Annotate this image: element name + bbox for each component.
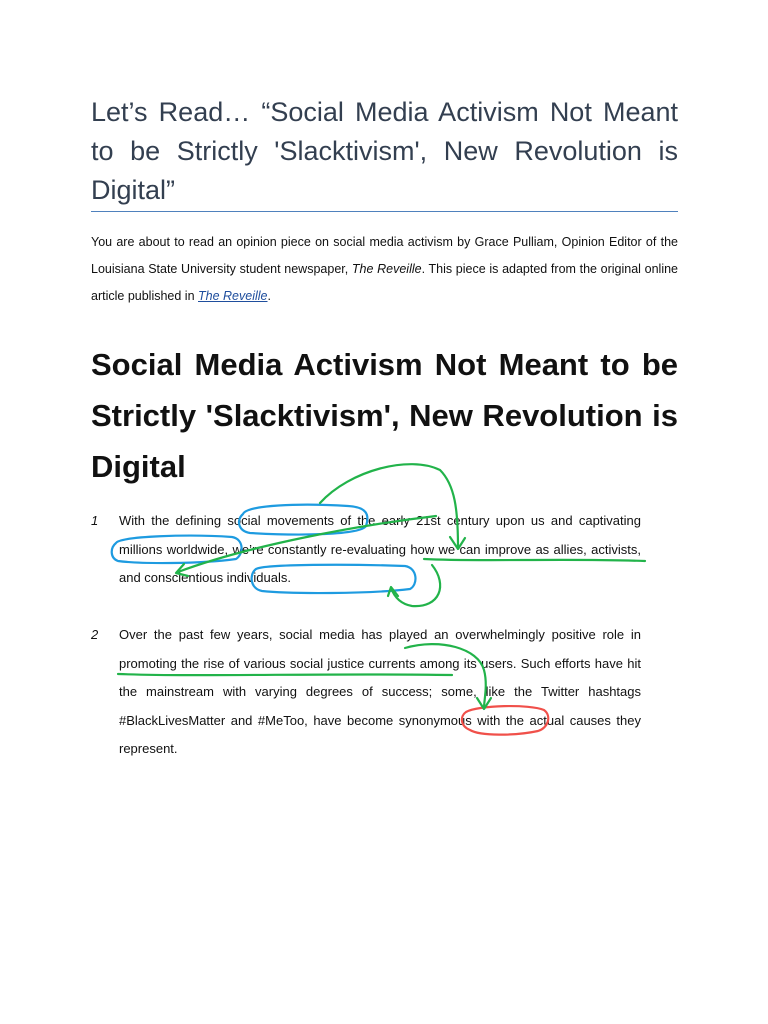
paragraph-number: 2 [91,627,99,642]
intro-text-1: You are about to read an opinion piece on social media activism by Grace Pulliam, Opinion Editor of the Louisiana State University student newspaper, [91,235,678,276]
intro-paragraph [91,229,678,310]
article-heading: Social Media Activism Not Meant to be Strictly 'Slacktivism', New Revolution is Digital [91,347,678,484]
paragraph-text: Over the past few years, social media has played an overwhelmingly positive role in promoting the rise of various social justice currents among its users. Such efforts have hit the mainstream with varying degrees of success; some, like the Twitter hashtags #BlackLivesMatter and #MeToo, have become synonymous with the actual causes they represent. [119,627,641,756]
title-divider [91,211,678,212]
intro-text-3: . [267,289,271,303]
paragraph-text: With the defining social movements of the early 21st century upon us and captivating millions worldwide, we’re constantly re-evaluating how we can improve as allies, activists, and conscientious individuals. [119,513,641,585]
source-link[interactable]: The Reveille [198,289,268,303]
intro-text-2: . This piece is adapted from the original online article published in [91,262,678,303]
paragraph-number: 1 [91,513,99,528]
lesson-title: Let’s Read… “Social Media Activism Not Meant to be Strictly 'Slacktivism', New Revolution is Digital” [91,97,678,205]
publication-name: The Reveille [351,262,422,276]
